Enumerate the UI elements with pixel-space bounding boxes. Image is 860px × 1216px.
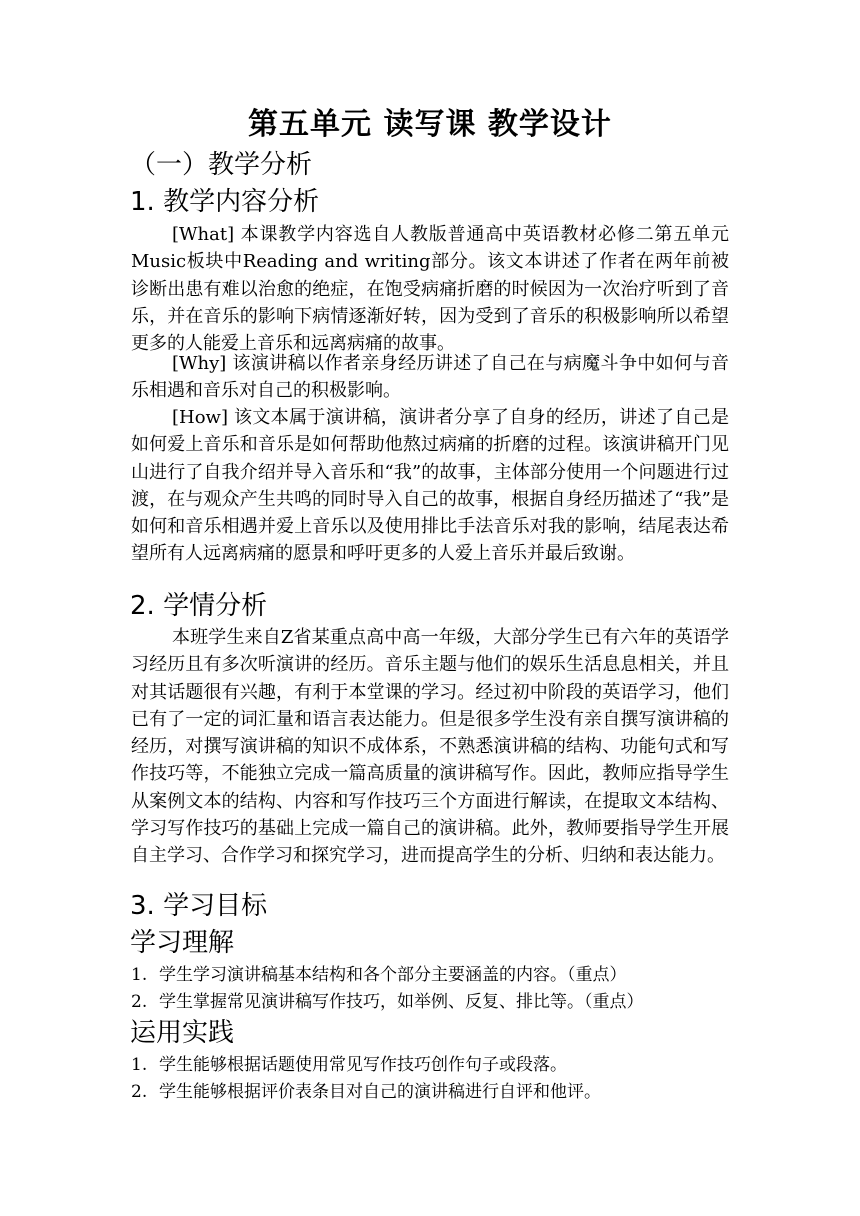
list-item-number: 2. xyxy=(131,992,148,1012)
goal-list-understanding xyxy=(131,962,731,1016)
list-item-number: 1. xyxy=(131,1055,148,1075)
paragraph-how: [How] 该文本属于演讲稿，演讲者分享了自身的经历，讲述了自己是如何爱上音乐和音乐是如何帮助他熬过病痛的折磨的过程。该演讲稿开门见山进行了自我介绍并导入音乐和“我”的故事，主体部分使用一个问题进行过渡，在与观众产生共鸣的同时导入自己的故事，根据自身经历描述了“我”是如何和音乐相遇并爱上音乐以及使用排比手法音乐对我的影响，结尾表达希望所有人远离病痛的愿景和呼吁更多的人爱上音乐并最后致谢。 xyxy=(131,407,729,565)
list-item-text: 学生能够根据评价表条目对自己的演讲稿进行自评和他评。 xyxy=(159,1082,601,1102)
goal-list-practice xyxy=(131,1052,731,1106)
list-item-text: 学生学习演讲稿基本结构和各个部分主要涵盖的内容。（重点） xyxy=(159,965,627,985)
paragraph-what: [What] 本课教学内容选自人教版普通高中英语教材必修二第五单元Music板块中Reading and writing部分。该文本讲述了作者在两年前被诊断出患有难以治愈的绝症，在饱受病痛折磨的时候因为一次治疗听到了音乐，并在音乐的影响下病情逐渐好转，因为受到了音乐的积极影响所以希望更多的人能爱上音乐和远离病痛的故事。 xyxy=(131,224,729,355)
list-item xyxy=(131,962,731,989)
paragraph-why: [Why] 该演讲稿以作者亲身经历讲述了自己在与病魔斗争中如何与音乐相遇和音乐对自己的积极影响。 xyxy=(131,353,729,402)
subheading-learning-goals: 3. 学习目标 xyxy=(130,891,268,921)
list-item-number: 1. xyxy=(131,965,148,985)
paragraph-student-analysis: 本班学生来自Z省某重点高中高一年级，大部分学生已有六年的英语学习经历且有多次听演讲的经历。音乐主题与他们的娱乐生活息息相关，并且对其话题很有兴趣，有利于本堂课的学习。经过初中阶段的英语学习，他们已有了一定的词汇量和语言表达能力。但是很多学生没有亲自撰写演讲稿的经历，对撰写演讲稿的知识不成体系，不熟悉演讲稿的结构、功能句式和写作技巧等，不能独立完成一篇高质量的演讲稿写作。因此，教师应指导学生从案例文本的结构、内容和写作技巧三个方面进行解读，在提取文本结构、学习写作技巧的基础上完成一篇自己的演讲稿。此外，教师要指导学生开展自主学习、合作学习和探究学习，进而提高学生的分析、归纳和表达能力。 xyxy=(131,627,729,867)
goal-group-heading-practice: 运用实践 xyxy=(130,1018,235,1048)
list-item xyxy=(131,1052,731,1079)
goal-group-heading-understanding: 学习理解 xyxy=(130,928,235,958)
subheading-student-analysis: 2. 学情分析 xyxy=(130,591,268,621)
subheading-content-analysis: 1. 教学内容分析 xyxy=(130,187,320,217)
list-item-number: 2. xyxy=(131,1082,148,1102)
list-item-text: 学生能够根据话题使用常见写作技巧创作句子或段落。 xyxy=(159,1055,567,1075)
section-heading-teaching-analysis: （一）教学分析 xyxy=(130,150,313,180)
list-item xyxy=(131,1079,731,1106)
page-title: 第五单元 读写课 教学设计 xyxy=(248,107,612,142)
list-item-text: 学生掌握常见演讲稿写作技巧，如举例、反复、排比等。（重点） xyxy=(159,992,644,1012)
list-item xyxy=(131,989,731,1016)
